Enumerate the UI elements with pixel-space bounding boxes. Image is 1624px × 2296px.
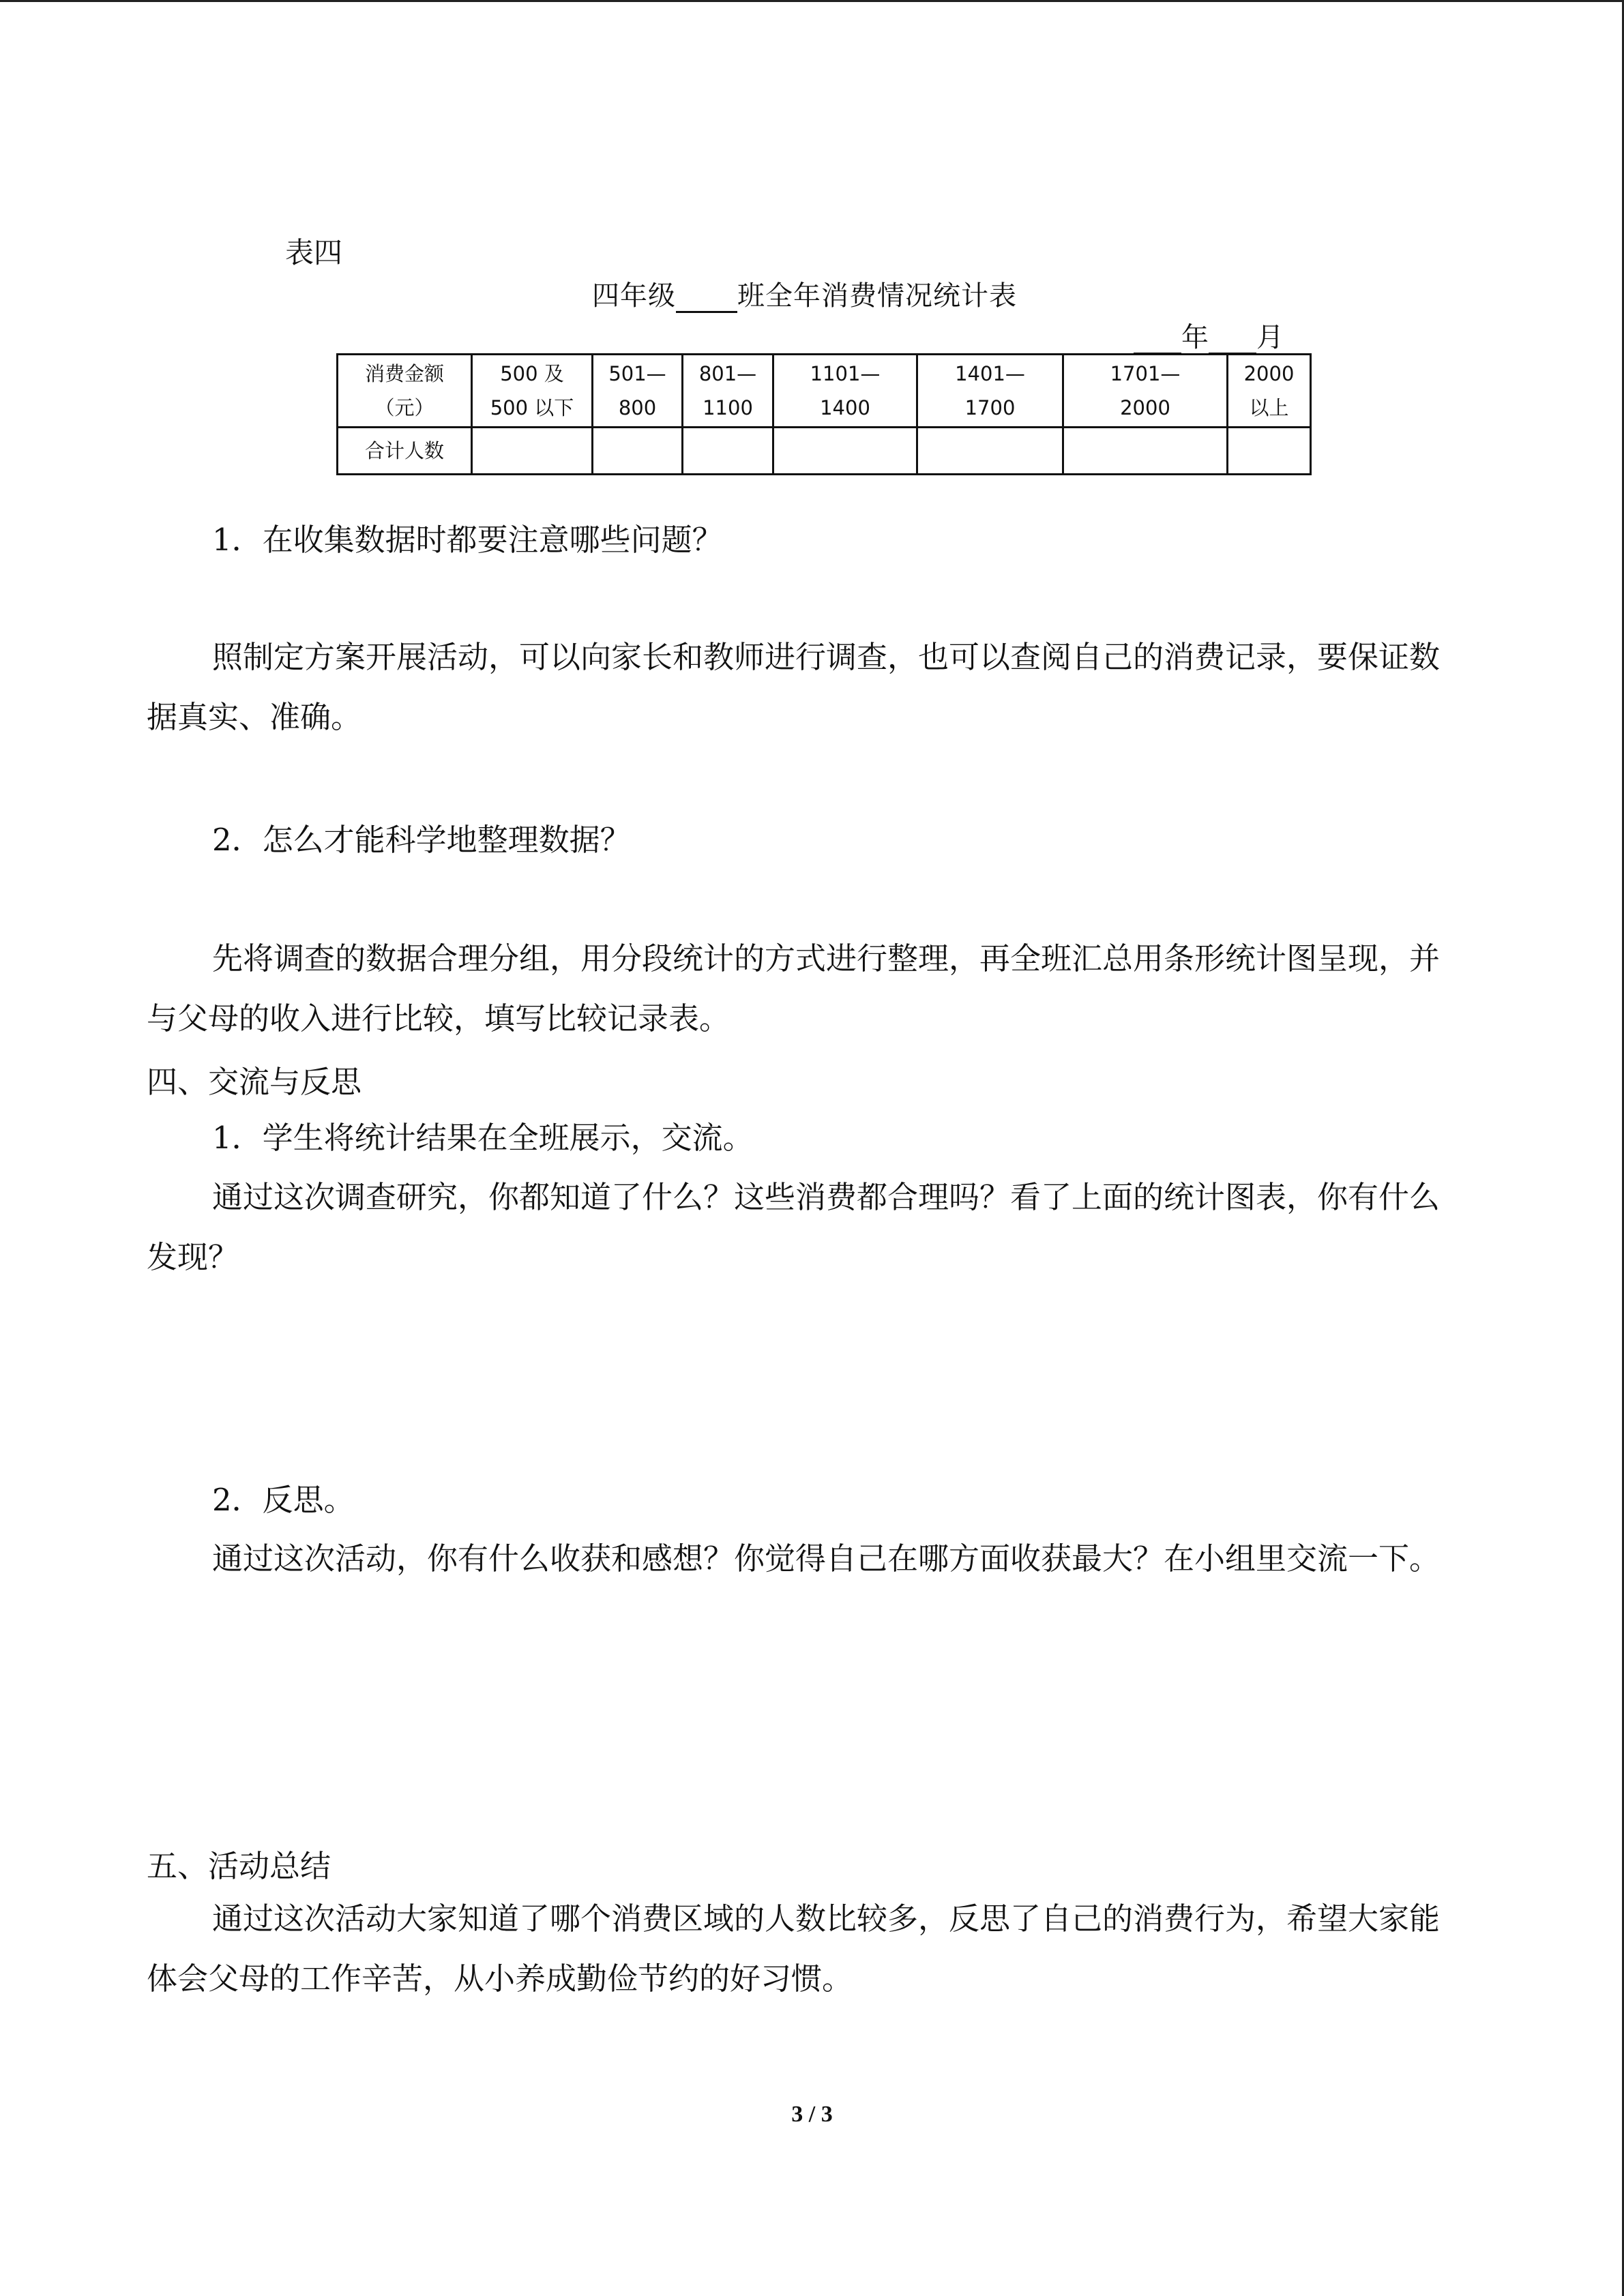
range-line2: 以上 [1249,396,1289,419]
range-line1: 501— [608,362,666,385]
range-cell [683,355,773,428]
range-line2: 2000 [1120,396,1170,419]
range-line2: 500 以下 [490,396,574,419]
page-number: 3 / 3 [791,2102,833,2127]
section-4-item-1-text: 通过这次调查研究，你都知道了什么？这些消费都合理吗？看了上面的统计图表，你有什么发现？ [147,1179,1441,1275]
range-cell [593,355,683,428]
empty-cell [773,428,917,475]
answer-2: 先将调查的数据合理分组，用分段统计的方式进行整理，再全班汇总用条形统计图呈现，并与父母的收入进行比较，填写比较记录表。 [147,940,1441,1037]
consumption-stats-table [336,353,1312,475]
total-label-cell: 合计人数 [338,428,472,475]
header-label-line2: （元） [374,396,434,419]
table-total-row [338,428,1311,475]
section-4-heading: 四、交流与反思 [147,1064,362,1100]
range-line2: 1400 [820,396,870,419]
range-line1: 500 及 [500,362,564,385]
range-line1: 1701— [1110,362,1181,385]
table-header-row [338,355,1311,428]
range-line1: 1101— [810,362,881,385]
range-cell [1063,355,1228,428]
range-line2: 1700 [964,396,1016,419]
page-border-top [0,0,1624,2]
empty-cell [472,428,593,475]
answer-1: 照制定方案开展活动，可以向家长和教师进行调查，也可以查阅自己的消费记录，要保证数据真实、准确。 [147,639,1441,735]
section-5-heading: 五、活动总结 [147,1848,331,1884]
table-date [1134,316,1284,355]
section-4-item-2: 2．反思。 [212,1482,355,1518]
range-cell [917,355,1063,428]
section-5-text: 通过这次活动大家知道了哪个消费区域的人数比较多，反思了自己的消费行为，希望大家能体会父母的工作辛苦，从小养成勤俭节约的好习惯。 [147,1900,1441,1997]
table-title [592,274,1017,313]
header-label-cell [338,355,472,428]
empty-cell [917,428,1063,475]
table-caption: 表四 [285,236,343,269]
range-line2: 800 [618,396,657,419]
empty-cell [593,428,683,475]
range-cell [773,355,917,428]
range-cell [472,355,593,428]
table-title-prefix: 四年级 [592,280,676,312]
class-blank [676,285,737,313]
section-4-item-1: 1．学生将统计结果在全班展示，交流。 [212,1120,754,1156]
range-line1: 1401— [955,362,1025,385]
range-line2: 1100 [703,396,753,419]
date-month-label: 月 [1256,322,1284,353]
range-cell [1228,355,1311,428]
empty-cell [1228,428,1311,475]
header-label-line1: 消费金额 [364,362,444,385]
section-4-item-2-text: 通过这次活动，你有什么收获和感想？你觉得自己在哪方面收获最大？在小组里交流一下。 [212,1540,1441,1577]
empty-cell [1063,428,1228,475]
range-line1: 801— [698,362,757,385]
question-1: 1．在收集数据时都要注意哪些问题？ [212,522,723,558]
empty-cell [683,428,773,475]
date-year-label: 年 [1181,322,1209,353]
range-line1: 2000 [1243,362,1295,385]
question-2: 2．怎么才能科学地整理数据？ [212,822,631,858]
year-blank [1134,329,1181,355]
table-title-suffix: 班全年消费情况统计表 [737,280,1017,312]
month-blank [1209,329,1256,355]
